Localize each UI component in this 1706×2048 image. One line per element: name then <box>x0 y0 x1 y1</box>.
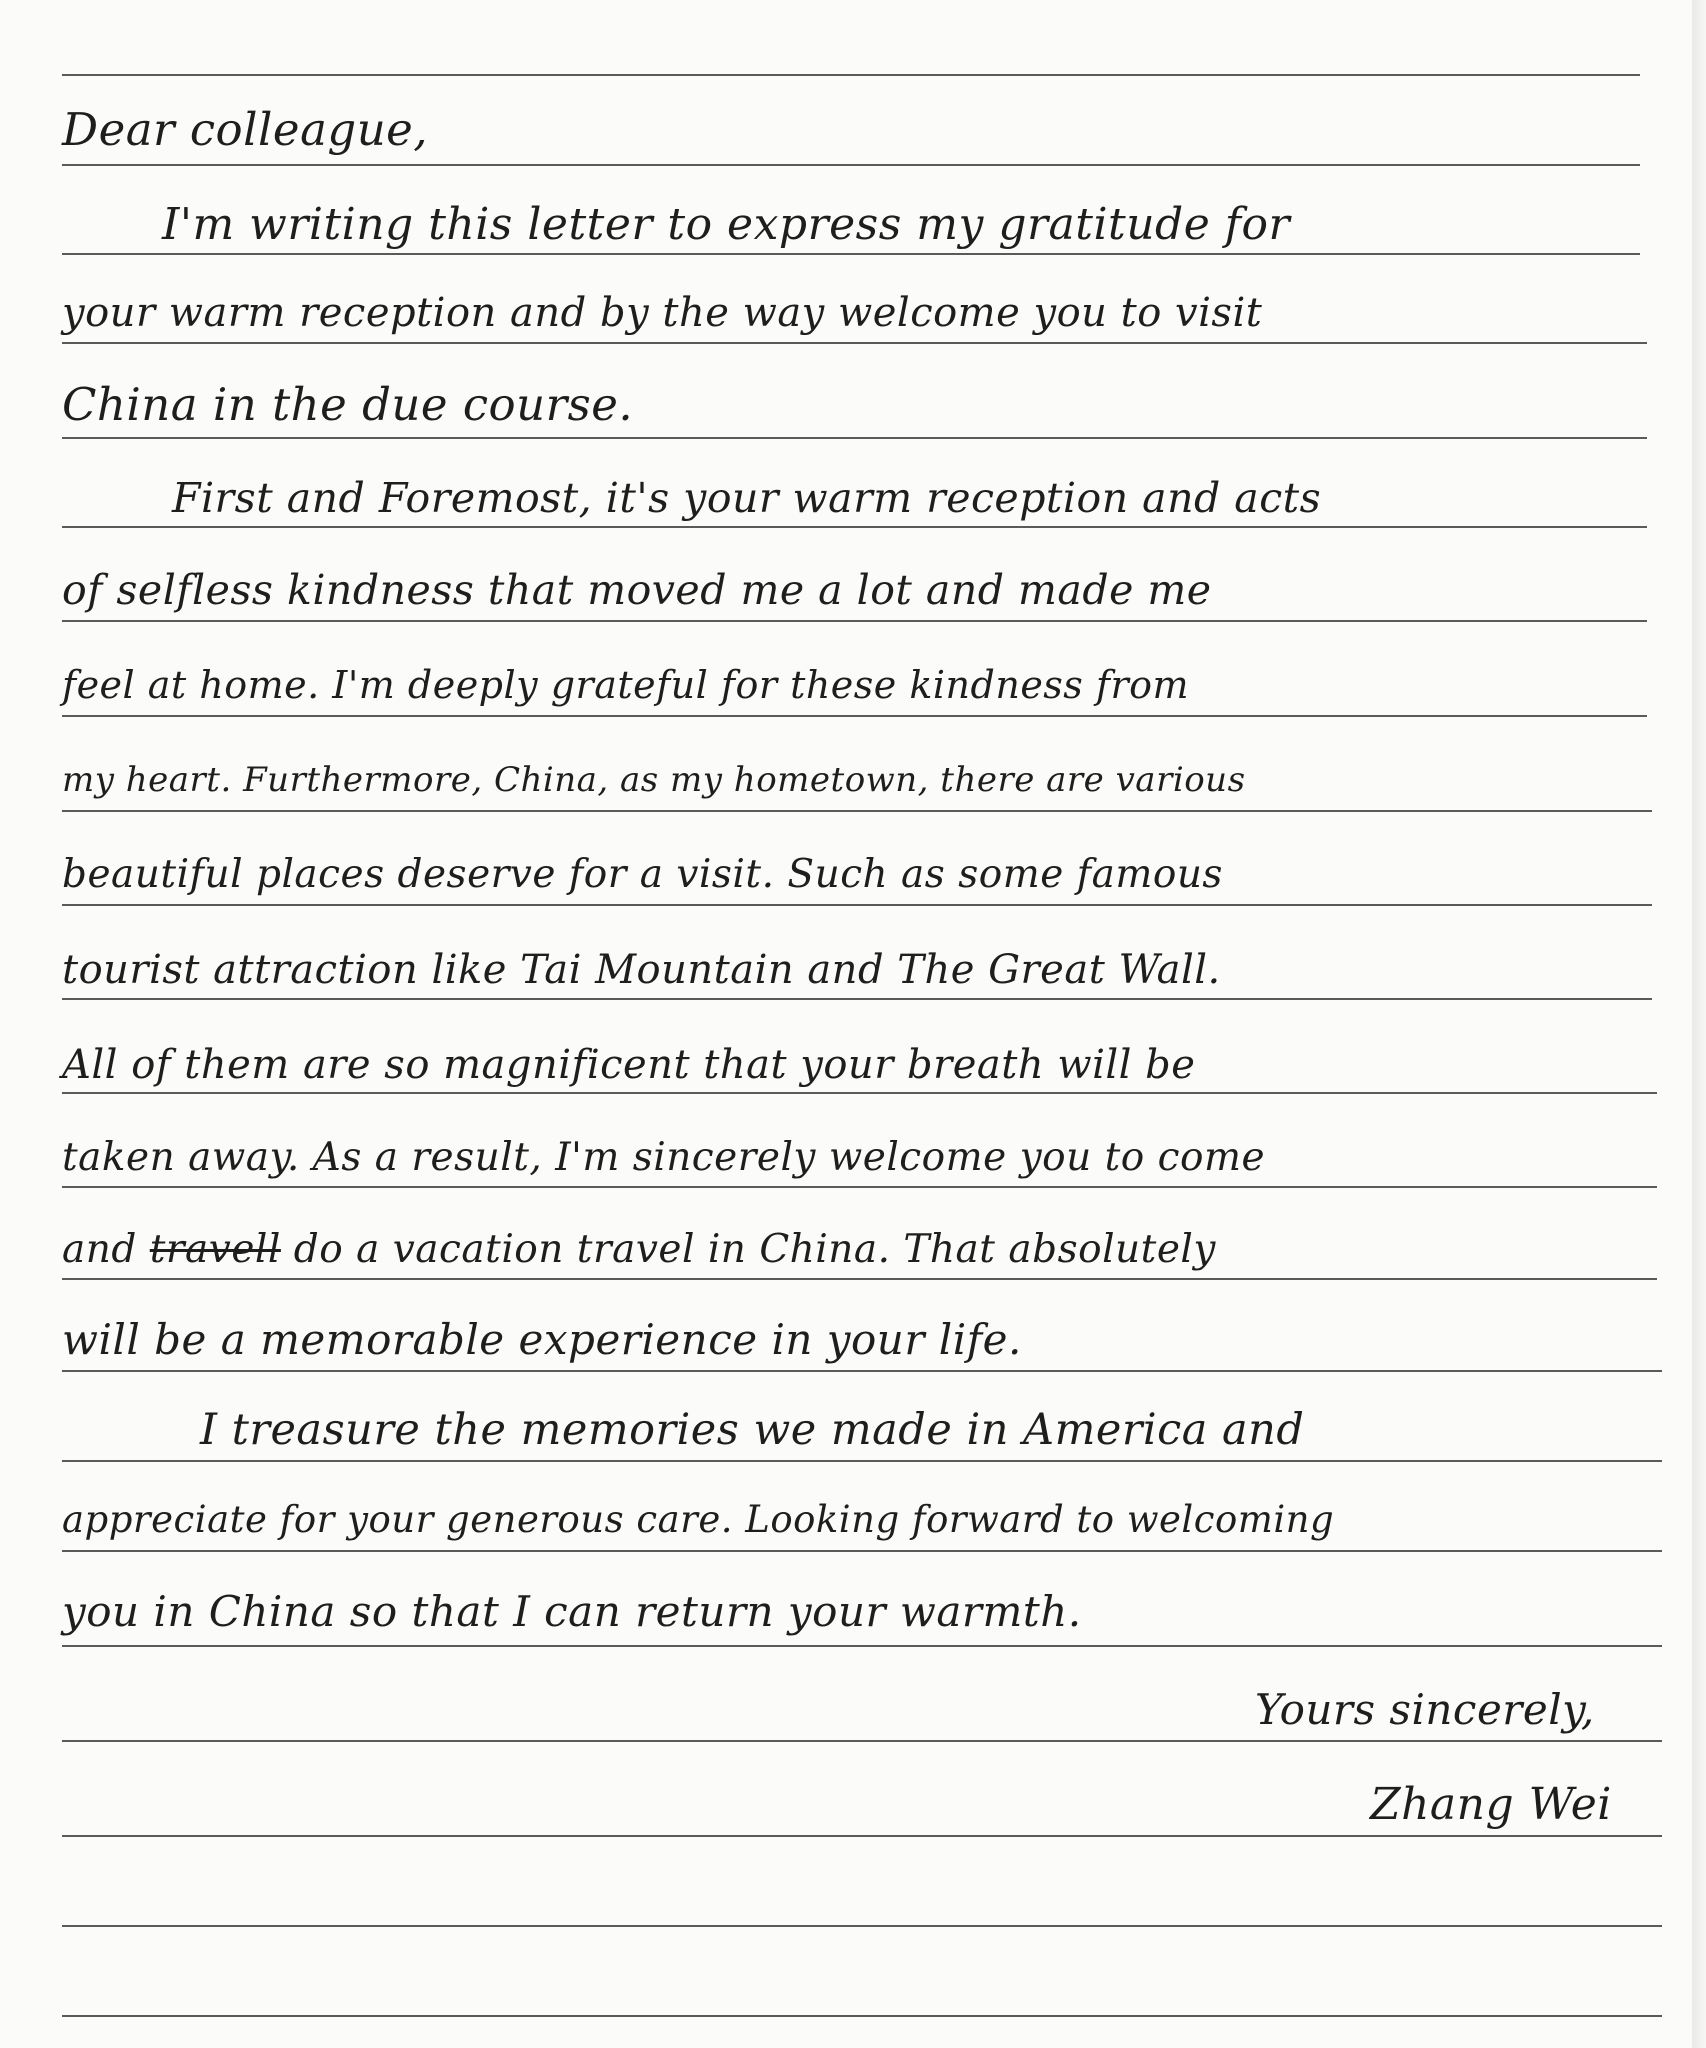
letter-line: taken away. As a result, I'm sincerely welcome you to come <box>62 1135 1266 1180</box>
letter-line: First and Foremost, it's your warm reception and acts <box>172 474 1322 522</box>
letter-line: your warm reception and by the way welcome you to visit <box>62 290 1263 336</box>
ruled-line <box>62 1550 1662 1552</box>
ruled-line <box>62 715 1647 717</box>
letter-line: you in China so that I can return your warmth. <box>62 1587 1082 1636</box>
letter-line: tourist attraction like Tai Mountain and The Great Wall. <box>62 947 1221 993</box>
ruled-line <box>62 1460 1662 1462</box>
ruled-line <box>62 1740 1662 1742</box>
letter-line: feel at home. I'm deeply grateful for these kindness from <box>62 663 1190 707</box>
closing: Yours sincerely, <box>1255 1685 1595 1734</box>
letter-line: I'm writing this letter to express my gratitude for <box>162 199 1291 250</box>
letter-line: All of them are so magnificent that your breath will be <box>62 1042 1196 1088</box>
letter-line: China in the due course. <box>62 378 634 431</box>
ruled-line <box>62 437 1647 439</box>
line-text-before: and <box>62 1227 150 1272</box>
ruled-line <box>62 2015 1662 2017</box>
line-text-after: do a vacation travel in China. That absolutely <box>280 1227 1216 1272</box>
letter-line: I treasure the memories we made in America and <box>200 1405 1305 1455</box>
ruled-line <box>62 74 1640 76</box>
ruled-line <box>62 164 1640 166</box>
signature: Zhang Wei <box>1370 1779 1612 1830</box>
ruled-line <box>62 620 1647 622</box>
letter-line: of selfless kindness that moved me a lot and made me <box>62 566 1212 614</box>
ruled-line <box>62 1370 1662 1372</box>
ruled-line <box>62 1645 1662 1647</box>
letter-line: appreciate for your generous care. Looking forward to welcoming <box>62 1498 1335 1541</box>
letter-line: will be a memorable experience in your life. <box>62 1315 1022 1364</box>
ruled-line <box>62 1835 1662 1837</box>
greeting: Dear colleague, <box>62 103 429 156</box>
letter-line: my heart. Furthermore, China, as my hometown, there are various <box>62 760 1246 800</box>
struck-out-word: travell <box>149 1227 281 1272</box>
letter-line-with-correction <box>62 1220 1662 1280</box>
ruled-line <box>62 1925 1662 1927</box>
page-edge <box>1692 0 1706 2048</box>
ruled-line <box>62 810 1652 812</box>
letter-line: beautiful places deserve for a visit. Such as some famous <box>62 852 1223 897</box>
